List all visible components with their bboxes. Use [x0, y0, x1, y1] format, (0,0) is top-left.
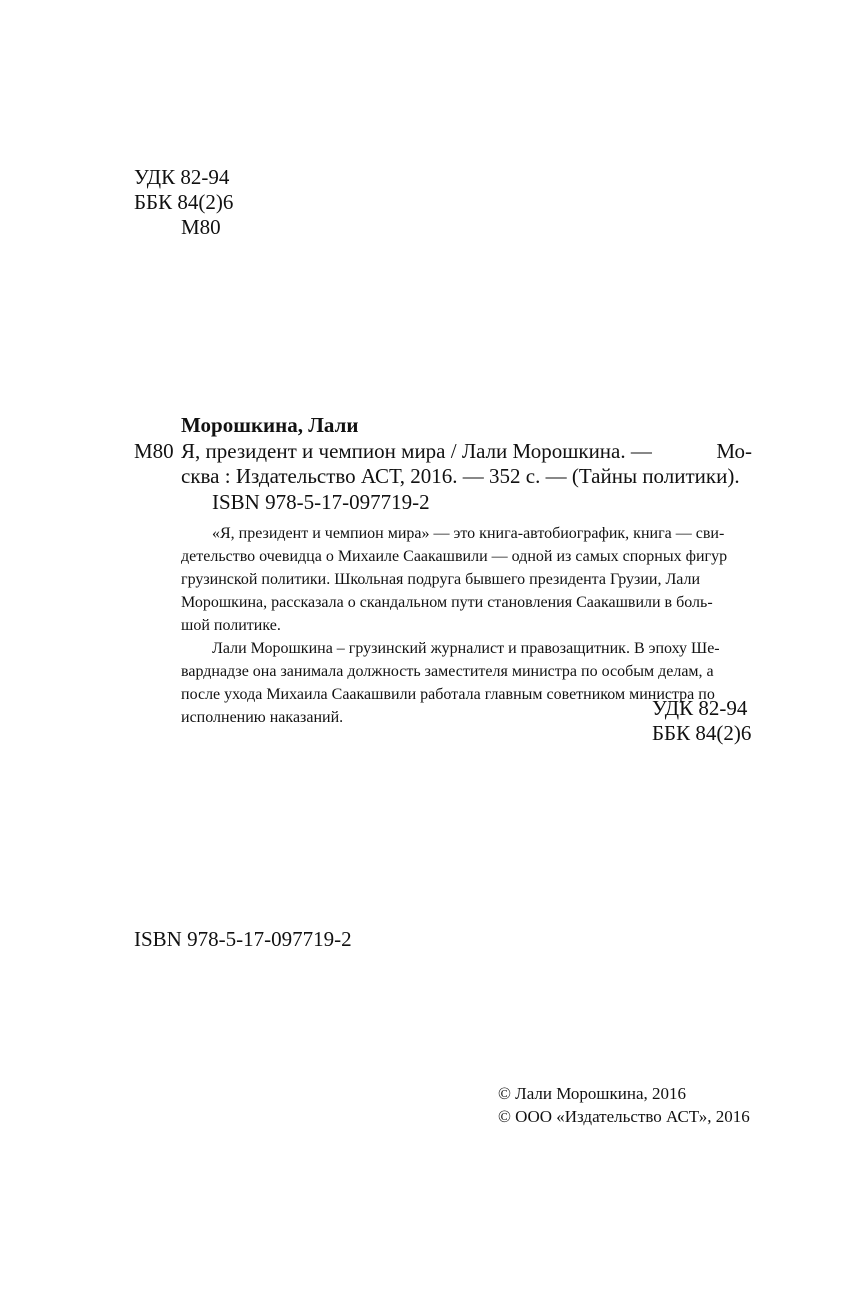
udk-code: УДК 82-94	[134, 165, 230, 189]
annotation-line: «Я, президент и чемпион мира» — это книга-автобиографик, книга — сви-	[212, 525, 725, 542]
classification-block-right	[652, 696, 751, 746]
bibliographic-title	[181, 439, 752, 489]
author-mark: М80	[181, 215, 221, 239]
copyright-block	[498, 1082, 750, 1128]
annotation-line: после ухода Михаила Саакашвили работала главным советником министра по	[181, 686, 715, 703]
title-line-1-hyphenated: Мо-	[716, 439, 752, 463]
author-heading: Морошкина, Лали	[181, 413, 359, 437]
author-mark-left: М80	[134, 439, 174, 463]
copyright-author: © Лали Морошкина, 2016	[498, 1084, 687, 1103]
title-line-1	[181, 439, 752, 464]
annotation-line: детельство очевидца о Михаиле Саакашвили — одной из самых спорных фигур	[181, 548, 728, 565]
annotation-line: Лали Морошкина – грузинский журналист и правозащитник. В эпоху Ше-	[212, 640, 720, 657]
annotation-line: варднадзе она занимала должность заместителя министра по особым делам, а	[181, 663, 714, 680]
classification-block-top	[134, 165, 233, 240]
annotation-line: грузинской политики. Школьная подруга бывшего президента Грузии, Лали	[181, 571, 701, 588]
udk-code-right: УДК 82-94	[652, 696, 748, 720]
title-line-1-text: Я, президент и чемпион мира / Лали Морошкина. —	[181, 439, 652, 463]
isbn-bottom: ISBN 978-5-17-097719-2	[134, 927, 352, 951]
isbn-record: ISBN 978-5-17-097719-2	[212, 490, 430, 514]
annotation-line: шой политике.	[181, 617, 281, 634]
title-line-2: сква : Издательство АСТ, 2016. — 352 с. — (Тайны политики).	[181, 464, 740, 488]
bbk-code-right: ББК 84(2)6	[652, 721, 752, 745]
bbk-code: ББК 84(2)6	[134, 190, 234, 214]
annotation-line: исполнению наказаний.	[181, 709, 344, 726]
annotation-line: Морошкина, рассказала о скандальном пути становления Саакашвили в боль-	[181, 594, 713, 611]
copyright-publisher: © ООО «Издательство АСТ», 2016	[498, 1107, 750, 1126]
